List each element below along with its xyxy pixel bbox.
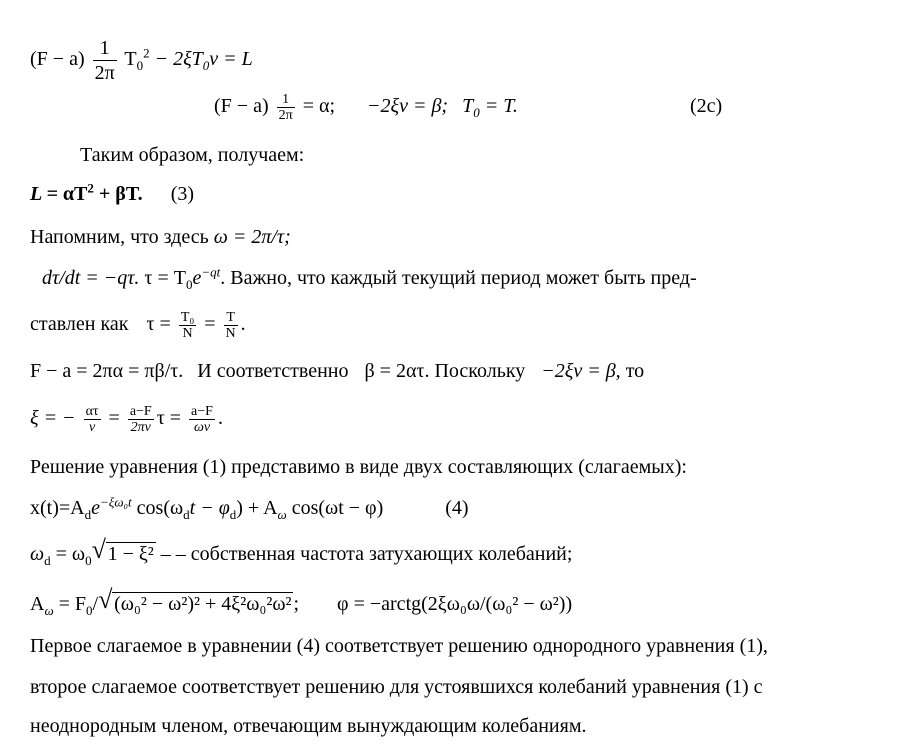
equation-omega-d <box>30 540 572 568</box>
fa-formula-c: −2ξv = β, <box>541 360 621 382</box>
period-frac1 <box>179 310 196 341</box>
omega-d-b-sub: 0 <box>85 553 92 568</box>
eq4-cos1-sub2: d <box>229 507 237 522</box>
xi-frac1-num: ατ <box>85 404 99 419</box>
eq2c-part2: = α; <box>302 95 336 118</box>
xi-eq1: = <box>108 407 120 430</box>
period-text: ставлен как <box>30 313 129 336</box>
remind-line <box>30 223 291 251</box>
xi-frac3 <box>189 404 215 435</box>
eq2c-part4b: = T. <box>484 95 518 118</box>
fa-text3: то <box>625 360 645 382</box>
xi-frac1-den: v <box>88 420 96 435</box>
paragraph-line-1: Первое слагаемое в уравнении (4) соответствует решению однородного уравнения (1), <box>30 635 768 657</box>
text-thus: Таким образом, получаем: <box>80 144 305 166</box>
amp-a-sub: ω <box>44 603 54 618</box>
equation-3 <box>30 180 194 208</box>
eq4-a-sub: d <box>84 507 92 522</box>
dtau-line <box>42 264 697 292</box>
fa-text2: Поскольку <box>434 360 526 382</box>
eq1-rest-sub: 0 <box>202 58 210 74</box>
eq4-cos1-b: t − φ <box>189 497 230 519</box>
eq4-cos2: cos(ωt − φ) <box>291 497 384 519</box>
eq3-term1: αT <box>62 183 88 205</box>
eq2c-frac-den: 2π <box>278 108 293 123</box>
eq2c-part1: (F − a) <box>214 95 269 118</box>
eq4-e-sup: −ξω₀t <box>100 494 132 510</box>
period-frac2-num: T <box>224 310 238 326</box>
xi-lhs: ξ = − <box>30 407 76 430</box>
omega-d-a: ω <box>30 543 45 565</box>
omega-d-sub: d <box>44 553 51 568</box>
period-frac1-den: N <box>182 326 193 341</box>
amp-sqrt <box>98 590 293 618</box>
eq1-fraction <box>93 36 117 85</box>
eq1-rest2: v = L <box>209 48 253 71</box>
eq4-cos1-sub: d <box>183 507 190 522</box>
eq1-lhs: (F − a) <box>30 48 85 71</box>
paragraph-line-3: неоднородным членом, отвечающим вынуждающим колебаниям. <box>30 715 587 737</box>
omega-d-sqrt-body: 1 − ξ² <box>107 543 154 565</box>
xi-frac2-den: 2πv <box>130 420 151 435</box>
dtau-sup: −qt <box>201 264 221 280</box>
omega-d-sqrt <box>92 540 156 568</box>
period-frac1-num: T₀ <box>180 310 195 325</box>
eq4-cos1-c: ) + A <box>236 497 278 519</box>
eq3-lhs: L = <box>30 183 58 205</box>
period-frac2-den: N <box>225 326 236 341</box>
eq4-e: e <box>91 497 100 519</box>
fa-line <box>30 357 644 385</box>
omega-d-text: – – собственная частота затухающих колебаний; <box>160 543 573 565</box>
eq1-rest: − 2ξT <box>154 48 203 71</box>
period-end: . <box>240 313 246 336</box>
amp-b-sub: 0 <box>86 603 93 618</box>
xi-line <box>30 404 223 435</box>
eq4-a: x(t)=A <box>30 497 85 519</box>
eq2c-frac-num: 1 <box>277 92 295 108</box>
eq3-term2: + βT. <box>98 183 143 205</box>
eq2c-fraction <box>277 92 295 123</box>
eq1-t0-sub: 0 <box>136 58 144 74</box>
eq2c-part4-sub: 0 <box>473 105 480 121</box>
dtau-text: Важно, что каждый текущий период может быть пред- <box>230 267 697 289</box>
amp-b: = F <box>58 593 87 615</box>
fa-formula-b: β = 2ατ. <box>364 360 430 382</box>
amp-a: A <box>30 593 45 615</box>
equation-2c <box>214 92 518 123</box>
text-solution: Решение уравнения (1) представимо в виде двух составляющих (слагаемых): <box>30 456 687 478</box>
eq1-frac-num: 1 <box>93 36 117 61</box>
period-line <box>30 310 246 341</box>
period-frac2 <box>224 310 238 341</box>
eq4-a2-sub: ω <box>277 507 287 522</box>
eq4-label: (4) <box>445 497 469 519</box>
xi-frac3-den: ωv <box>193 420 211 435</box>
xi-tau: τ = <box>156 407 182 430</box>
eq4-cos1: cos(ω <box>136 497 184 519</box>
xi-frac2 <box>128 404 154 435</box>
equation-2c-label: (2c) <box>690 95 723 117</box>
xi-end: . <box>217 407 223 430</box>
amp-sqrt-body: (ω₀² − ω²)² + 4ξ²ω₀²ω² <box>114 593 292 615</box>
amp-c: / <box>92 593 99 615</box>
dtau-formula-c: e <box>192 267 202 289</box>
equation-4 <box>30 494 469 522</box>
dtau-formula-d: . <box>220 267 226 289</box>
eq2c-part3: −2ξv = β; <box>367 95 449 118</box>
remind-text: Напомним, что здесь <box>30 226 209 248</box>
amp-d: ; <box>293 593 300 615</box>
equation-1 <box>30 36 253 85</box>
xi-frac3-num: a−F <box>191 404 213 419</box>
eq1-t0-sup: 2 <box>143 45 150 61</box>
eq1-t0: T <box>124 48 137 71</box>
period-tau: τ = <box>146 313 171 336</box>
paragraph-line-2: второе слагаемое соответствует решению для устоявшихся колебаний уравнения (1) с <box>30 676 763 698</box>
eq1-frac-den: 2π <box>94 62 115 84</box>
remind-formula: ω = 2π/τ; <box>213 226 291 248</box>
xi-frac1 <box>84 404 101 435</box>
dtau-sub: 0 <box>185 277 193 292</box>
eq3-sup: 2 <box>87 180 94 196</box>
eq2c-part4a: T <box>462 95 474 118</box>
omega-d-b: = ω <box>55 543 86 565</box>
period-eq: = <box>204 313 216 336</box>
dtau-formula-b: τ = T <box>144 267 186 289</box>
fa-formula-a: F − a = 2πα = πβ/τ. <box>30 360 184 382</box>
xi-frac2-num: a−F <box>129 404 152 419</box>
equation-amplitude <box>30 590 572 618</box>
amp-phi: φ = −arctg(2ξω₀ω/(ω₀² − ω²)) <box>337 593 573 615</box>
fa-text1: И соответственно <box>197 360 349 382</box>
dtau-formula-a: dτ/dt = −qτ. <box>42 267 140 289</box>
eq3-label: (3) <box>170 183 195 205</box>
